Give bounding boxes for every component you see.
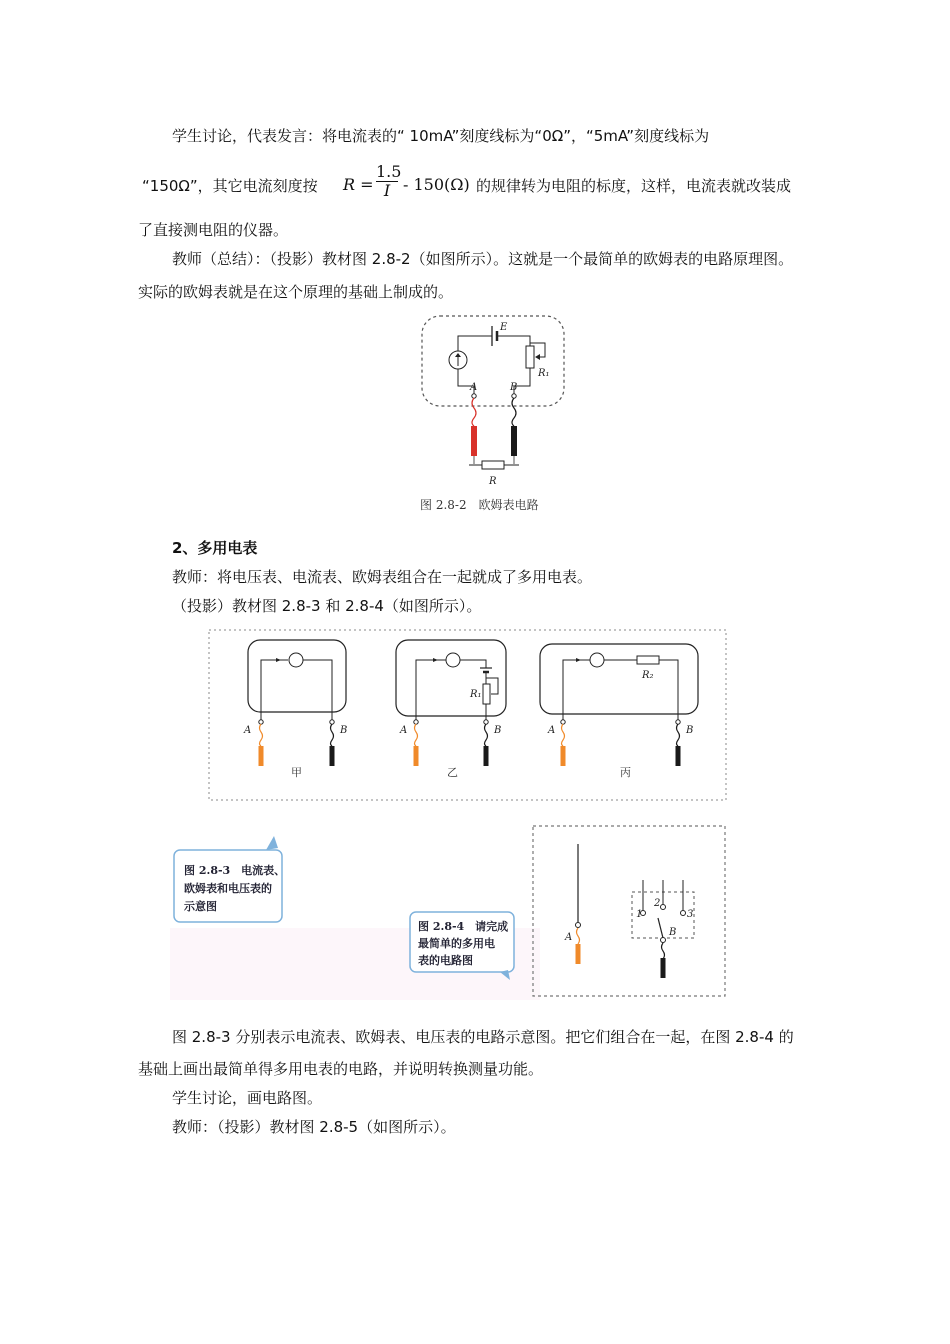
note-2-8-3-line1: 图 2.8-3 电流表、 — [184, 864, 286, 877]
para1-line2-post: 的规律转为电阻的标度，这样，电流表就改装成 — [476, 177, 792, 195]
bing-resistor-R2 — [637, 656, 659, 664]
jia-orange-lead — [260, 724, 263, 746]
meter-yi — [396, 640, 506, 779]
yi-label-A: A — [400, 725, 408, 736]
para3-line3: 学生讨论，画电路图。 — [172, 1089, 323, 1107]
jia-label: 甲 — [291, 766, 302, 779]
para2-line1: 教师（总结）：（投影）教材图 2.8-2（如图所示）。这就是一个最简单的欧姆表的电路原理图。 — [172, 250, 794, 268]
fig284-label-2: 2 — [654, 898, 661, 909]
bing-label-B: B — [686, 725, 694, 736]
yi-label: 乙 — [447, 766, 458, 779]
para2-line2: 实际的欧姆表就是在这个原理的基础上制成的。 — [138, 283, 454, 301]
meter-jia — [243, 640, 347, 779]
yi-wire-left — [416, 660, 446, 722]
para1-line1: 学生讨论，代表发言：将电流表的“ 10mA”刻度线标为“0Ω”，“5mA”刻度线标为 — [172, 127, 710, 145]
jia-wire-left — [261, 660, 288, 720]
yi-terminal-A — [414, 720, 418, 724]
bing-meter-icon — [590, 653, 604, 667]
figure-2-8-4 — [410, 826, 725, 996]
bing-wire-left — [563, 660, 590, 722]
note-2-8-4-line2: 最简单的多用电 — [418, 937, 495, 950]
jia-terminal-B — [330, 720, 334, 724]
yi-terminal-B — [484, 720, 488, 724]
section2-line2: （投影）教材图 2.8-3 和 2.8-4（如图所示）。 — [172, 597, 482, 615]
bing-arrow — [576, 658, 581, 662]
yi-meter-icon — [446, 653, 460, 667]
bing-black-lead — [677, 724, 680, 746]
para1-line2-pre: “150Ω”，其它电流刻度按 — [142, 177, 318, 195]
bing-orange-probe — [561, 746, 566, 766]
top-wire-right — [497, 336, 530, 346]
yi-black-lead — [485, 724, 488, 746]
bing-black-probe — [676, 746, 681, 766]
section2-line1: 教师：将电压表、电流表、欧姆表组合在一起就成了多用电表。 — [172, 568, 593, 586]
jia-black-probe — [330, 746, 335, 766]
jia-wire-right — [303, 660, 332, 720]
jia-black-lead — [331, 724, 334, 746]
para3-line4: 教师：（投影）教材图 2.8-5（如图所示）。 — [172, 1118, 456, 1136]
figure-2-8-2-caption: 图 2.8-2 欧姆表电路 — [420, 498, 539, 512]
para3-line1: 图 2.8-3 分别表示电流表、欧姆表、电压表的电路示意图。把它们组合在一起，在图 2.8-4 的 — [172, 1028, 794, 1046]
yi-black-probe — [484, 746, 489, 766]
red-probe — [471, 426, 477, 456]
yi-orange-lead — [415, 724, 418, 746]
para1-line3: 了直接测电阻的仪器。 — [138, 221, 289, 239]
label-B: B — [510, 382, 518, 393]
jia-label-B: B — [340, 725, 348, 736]
jia-meter-icon — [289, 653, 303, 667]
label-R1: R₁ — [538, 368, 550, 379]
resistor-R — [482, 461, 504, 469]
slider-arrow — [535, 354, 540, 360]
fig284-black-lead — [662, 943, 665, 959]
switch-contact-3 — [681, 911, 686, 916]
rheostat-R1 — [526, 346, 534, 368]
jia-arrow — [276, 658, 281, 662]
formula-lhs: R = — [343, 175, 374, 194]
jia-orange-probe — [259, 746, 264, 766]
bing-label-A: A — [548, 725, 556, 736]
bing-label-R2: R₂ — [642, 670, 654, 681]
note-2-8-4-line3: 表的电路图 — [418, 954, 473, 967]
yi-label-R1: R₁ — [470, 689, 482, 700]
note-2-8-3-line3: 示意图 — [184, 900, 217, 913]
red-lead-wire — [472, 398, 476, 426]
fig284-terminal-B — [661, 938, 666, 943]
yi-orange-probe — [414, 746, 419, 766]
meter-bing — [540, 644, 698, 779]
fig284-black-probe — [661, 958, 666, 978]
bing-label: 丙 — [620, 766, 631, 779]
black-lead-wire — [512, 398, 516, 426]
terminal-A — [472, 394, 476, 398]
fig284-label-1: 1 — [636, 909, 643, 920]
bing-orange-lead — [562, 724, 565, 746]
fig284-label-A: A — [565, 932, 573, 943]
yi-rheostat — [483, 684, 490, 704]
label-A: A — [470, 382, 478, 393]
bing-wire-right — [659, 660, 678, 722]
bing-case — [540, 644, 698, 714]
label-R: R — [489, 476, 497, 487]
black-probe — [511, 426, 517, 456]
figure-2-8-4-frame — [533, 826, 725, 996]
switch-blade — [658, 918, 663, 938]
yi-arrow — [433, 658, 438, 662]
formula-rhs: - 150(Ω) — [403, 175, 470, 194]
formula-numerator: 1.5 — [376, 162, 402, 181]
jia-terminal-A — [259, 720, 263, 724]
label-E: E — [500, 322, 508, 333]
figure-2-8-2 — [420, 316, 564, 512]
bing-terminal-A — [561, 720, 565, 724]
section2-heading: 2、多用电表 — [172, 539, 258, 557]
jia-case — [248, 640, 346, 712]
fig284-orange-lead — [577, 928, 580, 944]
note-2-8-3-line2: 欧姆表和电压表的 — [184, 882, 272, 895]
fig284-terminal-A — [576, 923, 581, 928]
fig284-label-3: 3 — [687, 909, 694, 920]
switch-contact-2 — [661, 905, 666, 910]
terminal-B — [512, 394, 516, 398]
para3-line2: 基础上画出最简单得多用电表的电路，并说明转换测量功能。 — [138, 1060, 544, 1078]
formula-denominator: I — [376, 181, 398, 200]
yi-label-B: B — [494, 725, 502, 736]
note-2-8-3-tab — [266, 836, 278, 850]
note-2-8-4-line1: 图 2.8-4 请完成 — [418, 920, 509, 933]
jia-label-A: A — [244, 725, 252, 736]
yi-wire-right — [460, 660, 486, 668]
ohmmeter-dashed-box — [422, 316, 564, 406]
fig284-orange-probe — [576, 944, 581, 964]
fig284-label-B: B — [669, 927, 677, 938]
bing-terminal-B — [676, 720, 680, 724]
